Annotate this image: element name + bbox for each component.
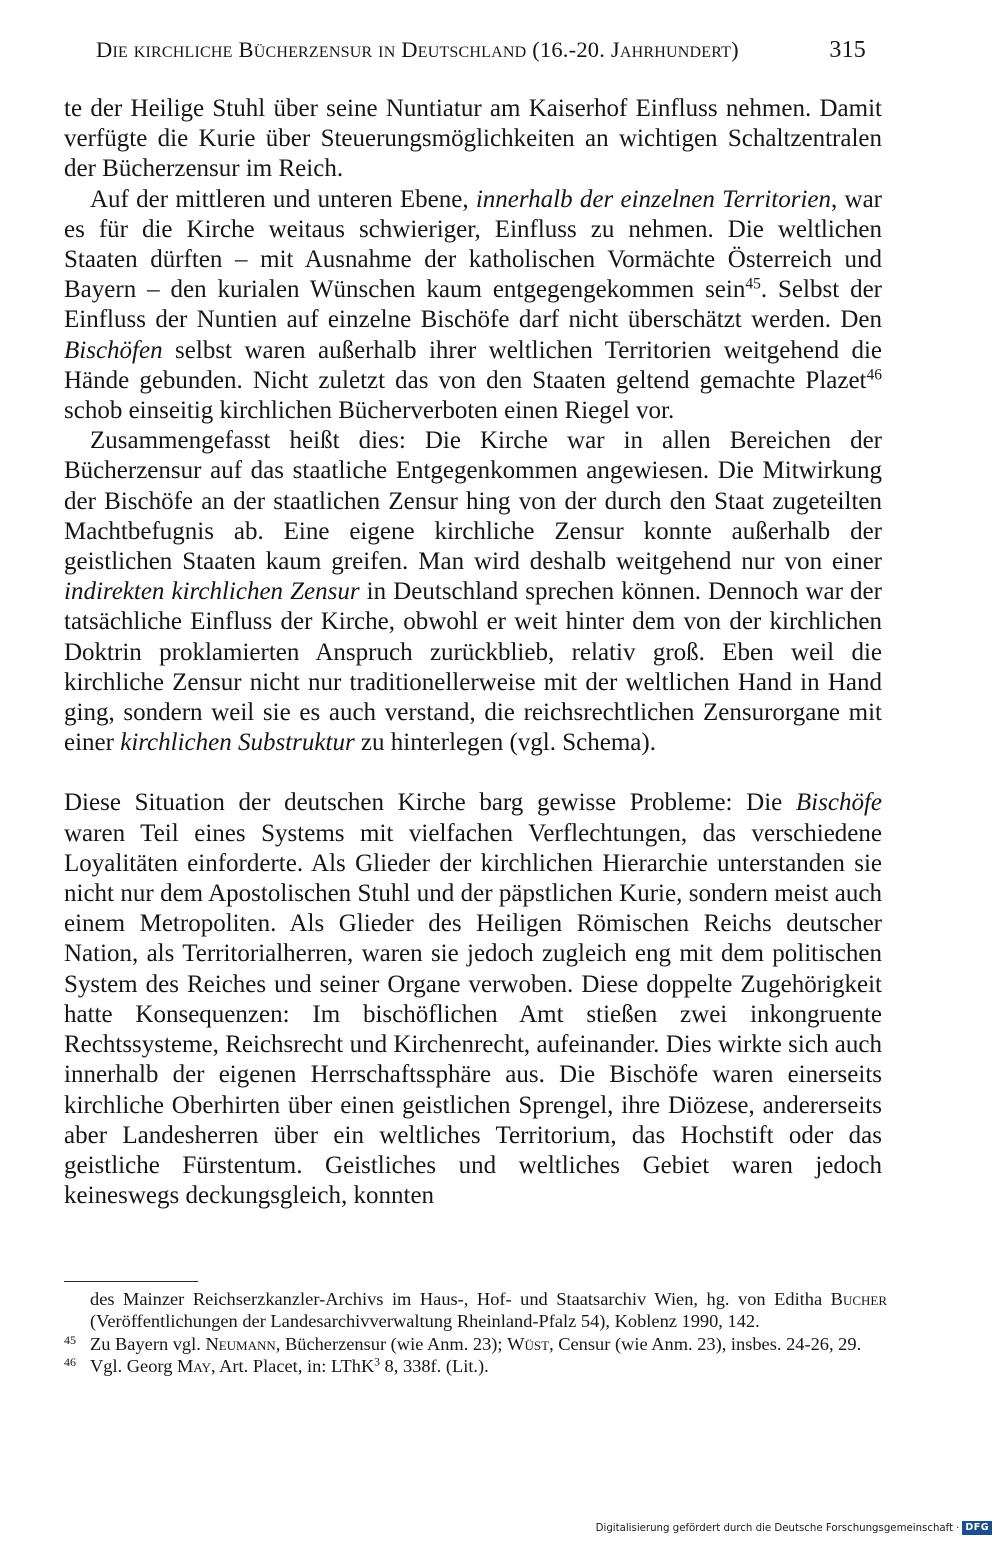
paragraph-3: [64, 426, 882, 758]
footnote-45: [64, 1333, 887, 1355]
text-run: Zu Bayern vgl.: [90, 1333, 206, 1354]
running-title: Die kirchliche Bücherzensur in Deutschland (16.-20. Jahrhundert): [96, 37, 739, 62]
emphasis-text: indirekten kirchlichen Zensur: [64, 578, 360, 606]
text-run: Diese Situation der deutschen Kirche barg gewisse Probleme: Die: [64, 789, 796, 817]
footnote-continuation: [64, 1288, 887, 1333]
separator-dot: ·: [956, 1522, 960, 1534]
text-run: 8, 338f. (Lit.).: [379, 1355, 489, 1376]
emphasis-text: innerhalb der einzelnen Territorien: [475, 185, 831, 213]
footnote-46: [64, 1355, 887, 1377]
text-run: Vgl. Georg: [90, 1355, 178, 1376]
footnotes: [64, 1288, 887, 1377]
text-run: selbst waren außerhalb ihrer weltlichen Territorien weitgehend die Hände gebunden. Nicht zuletzt das von den Staaten geltend gemachte Plazet: [64, 336, 882, 394]
text-run: , Bücherzensur (wie Anm. 23);: [275, 1333, 508, 1354]
footnote-number: [64, 1333, 76, 1355]
emphasis-text: Bischöfe: [795, 789, 882, 817]
dfg-logo: DFG: [962, 1521, 992, 1535]
text-run: zu hinterlegen (vgl. Schema).: [354, 729, 656, 757]
footnote-number-text: 46: [64, 1354, 76, 1369]
text-run: des Mainzer Reichserzkanzler-Archivs im Haus-, Hof- und Staatsarchiv Wien, hg. von Editha: [90, 1289, 831, 1309]
dfg-funding-banner: [596, 1519, 992, 1537]
text-run: te der Heilige Stuhl über seine Nuntiatur am Kaiserhof Einfluss nehmen. Damit verfügte die Kurie über Steuerungsmöglichkeiten an wichtigen Schaltzentralen der Bücherzensur im Reich.: [64, 95, 882, 183]
text-run: . Selbst der Einfluss der Nuntien auf einzelne Bischöfe darf nicht überschätzt werden. Den: [64, 276, 882, 334]
running-header: [96, 30, 866, 70]
paragraph-1: [64, 94, 882, 185]
paragraph-2: [64, 185, 882, 427]
text-run: , war es für die Kirche weitaus schwieriger, Einfluss zu nehmen. Die weltlichen Staaten dürften – mit Ausnahme der katholischen Vormächte Österreich und Bayern – den kurialen Wünschen kaum entgegengekommen sein: [64, 185, 882, 304]
author-name: May: [177, 1355, 211, 1376]
emphasis-text: kirchlichen Substruktur: [120, 729, 355, 757]
text-run: schob einseitig kirchlichen Bücherverboten einen Riegel vor.: [64, 397, 675, 425]
text-run: (Veröffentlichungen der Landesarchivverwaltung Rheinland-Pfalz 54), Koblenz 1990, 142.: [90, 1311, 760, 1332]
author-name: Neumann: [205, 1333, 276, 1354]
footnote-number-text: 45: [64, 1332, 76, 1347]
text-run: Auf der mittleren und unteren Ebene,: [90, 185, 476, 213]
text-run: Zusammengefasst heißt dies: Die Kirche war in allen Bereichen der Bücherzensur auf das staatliche Entgegenkommen angewiesen. Die Mitwirkung der Bischöfe an der staatlichen Zensur hing von der durch den Staat zugeteilten Machtbefugnis ab. Eine eigene kirchliche Zensur konnte außerhalb der geistlichen Staaten kaum greifen. Man wird deshalb weitgehend nur von einer: [64, 427, 882, 576]
author-name: Wüst: [507, 1333, 550, 1354]
paragraph-4: [64, 788, 882, 1211]
footnote-ref-46: 46: [866, 366, 882, 384]
text-run: in Deutschland sprechen können. Dennoch war der tatsächliche Einfluss der Kirche, obwohl er weit hinter dem von der kirchlichen Doktrin proklamierten Anspruch zurückblieb, relativ groß. Eben weil die kirchliche Zensur nicht nur traditionellerweise mit der weltlichen Hand in Hand ging, sondern weil sie es auch verstand, die reichsrechtlichen Zensurorgane mit einer: [64, 578, 882, 757]
footnote-ref-45: 45: [745, 275, 761, 293]
text-run: waren Teil eines Systems mit vielfachen Verflechtungen, das verschiedene Loyalitäten einforderte. Als Glieder der kirchlichen Hierarchie unterstanden sie nicht nur dem Apostolischen Stuhl und der päpstlichen Kurie, sondern meist auch einem Metropoliten. Als Glieder des Heiligen Römischen Reichs deutscher Nation, als Territorialherren, waren sie jedoch zugleich eng mit dem politischen System des Reiches und seiner Organe verwoben. Diese doppelte Zugehörigkeit hatte Konsequenzen: Im bischöflichen Amt stießen zwei inkongruente Rechtssysteme, Reichsrecht und Kirchenrecht, aufeinander. Dies wirkte sich auch innerhalb der eigenen Herrschaftssphäre aus. Die Bischöfe waren einerseits kirchliche Oberhirten über einen geistlichen Sprengel, ihre Diözese, andererseits aber Landesherren über ein weltliches Territorium, das Hochstift oder das geistliche Fürstentum. Geistliches und weltliches Gebiet waren jedoch keineswegs deckungsgleich, konnten: [64, 819, 882, 1210]
edition-superscript: 3: [374, 1356, 380, 1369]
funding-notice: Digitalisierung gefördert durch die Deutsche Forschungsgemeinschaft: [595, 1522, 954, 1534]
page-number: 315: [829, 37, 866, 63]
text-run: , Censur (wie Anm. 23), insbes. 24-26, 29.: [549, 1333, 862, 1354]
emphasis-text: Bischöfen: [64, 336, 163, 364]
text-run: , Art. Placet, in: LThK: [210, 1355, 375, 1376]
main-text: [64, 94, 882, 1211]
footnote-number: [64, 1355, 76, 1377]
author-name: Bucher: [830, 1289, 887, 1309]
footnote-separator: [64, 1281, 198, 1282]
